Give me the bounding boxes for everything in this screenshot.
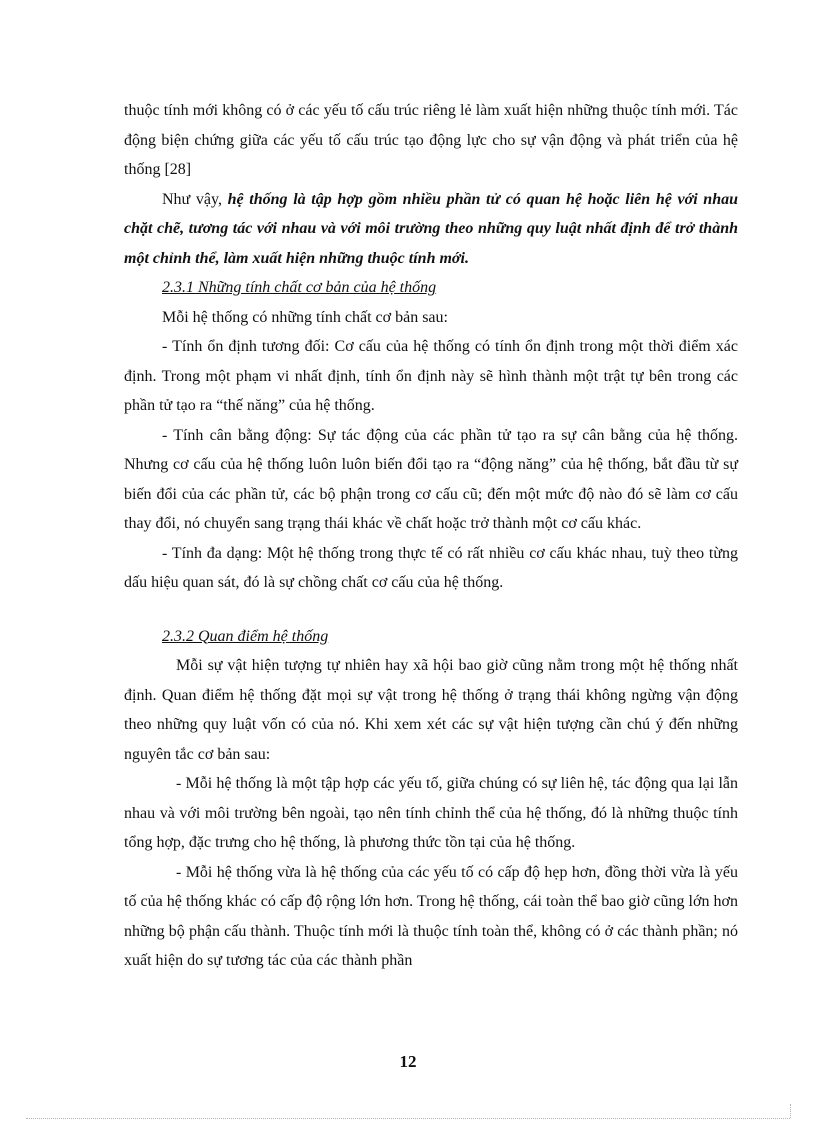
page-footer-rule bbox=[26, 1118, 790, 1119]
definition-emphasis: hệ thống là tập hợp gồm nhiều phần tử có quan hệ hoặc liên hệ với nhau chặt chẽ, tương tác với nhau và với môi trường theo những quy luật nhất định để trở thành một chỉnh thể, làm xuất hiện những thuộc tính mới. bbox=[124, 190, 738, 267]
section-2-3-1-intro: Mỗi hệ thống có những tính chất cơ bản sau: bbox=[162, 308, 448, 326]
paragraph-continuation: thuộc tính mới không có ở các yếu tố cấu trúc riêng lẻ làm xuất hiện những thuộc tính mới. Tác động biện chứng giữa các yếu tố cấu trúc tạo động lực cho sự vận động và phát triển của hệ thống [28] bbox=[124, 102, 738, 178]
page-body bbox=[124, 96, 738, 976]
definition-lead: Như vậy, bbox=[162, 190, 228, 208]
principle-item-2: - Mỗi hệ thống vừa là hệ thống của các yếu tố có cấp độ hẹp hơn, đồng thời vừa là yếu tố của hệ thống khác có cấp độ rộng lớn hơn. Trong hệ thống, cái toàn thể bao giờ cũng lớn hơn những bộ phận cấu thành. Thuộc tính mới là thuộc tính toàn thể, không có ở các thành phần; nó xuất hiện do sự tương tác của các thành phần bbox=[124, 863, 738, 969]
section-heading-2-3-2: 2.3.2 Quan điểm hệ thống bbox=[162, 627, 329, 645]
section-gap bbox=[124, 598, 738, 622]
property-item-diversity: - Tính đa dạng: Một hệ thống trong thực tế có rất nhiều cơ cấu khác nhau, tuỳ theo từng dấu hiệu quan sát, đó là sự chồng chất cơ cấu của hệ thống. bbox=[124, 544, 738, 591]
property-item-dynamic-balance: - Tính cân bằng động: Sự tác động của các phần tử tạo ra sự cân bằng của hệ thống. Nhưng cơ cấu của hệ thống luôn luôn biến đổi tạo ra “động năng” của hệ thống, bắt đầu từ sự biến đổi của các phần tử, các bộ phận trong cơ cấu cũ; đến một mức độ nào đó sẽ làm cơ cấu thay đổi, nó chuyển sang trạng thái khác về chất hoặc trở thành một cơ cấu khác. bbox=[124, 426, 738, 532]
section-heading-2-3-1: 2.3.1 Những tính chất cơ bản của hệ thống bbox=[162, 279, 437, 296]
principle-item-1: - Mỗi hệ thống là một tập hợp các yếu tố, giữa chúng có sự liên hệ, tác động qua lại lẫn nhau và với môi trường bên ngoài, tạo nên tính chỉnh thể của hệ thống, đó là những thuộc tính tổng hợp, đặc trưng cho hệ thống, là phương thức tồn tại của hệ thống. bbox=[124, 775, 738, 851]
property-item-stability: - Tính ổn định tương đối: Cơ cấu của hệ thống có tính ổn định trong một thời điểm xác định. Trong một phạm vi nhất định, tính ổn định này sẽ hình thành một trật tự bên trong các phần tử tạo ra “thế năng” của hệ thống. bbox=[124, 338, 738, 414]
section-2-3-2-intro: Mỗi sự vật hiện tượng tự nhiên hay xã hội bao giờ cũng nằm trong một hệ thống nhất định. Quan điểm hệ thống đặt mọi sự vật trong hệ thống ở trạng thái không ngừng vận động theo những quy luật vốn có của nó. Khi xem xét các sự vật hiện tượng cần chú ý đến những nguyên tắc cơ bản sau: bbox=[124, 657, 738, 763]
page-number: 12 bbox=[399, 1052, 417, 1071]
paragraph-definition bbox=[124, 185, 738, 274]
page-corner-mark bbox=[790, 1104, 791, 1118]
